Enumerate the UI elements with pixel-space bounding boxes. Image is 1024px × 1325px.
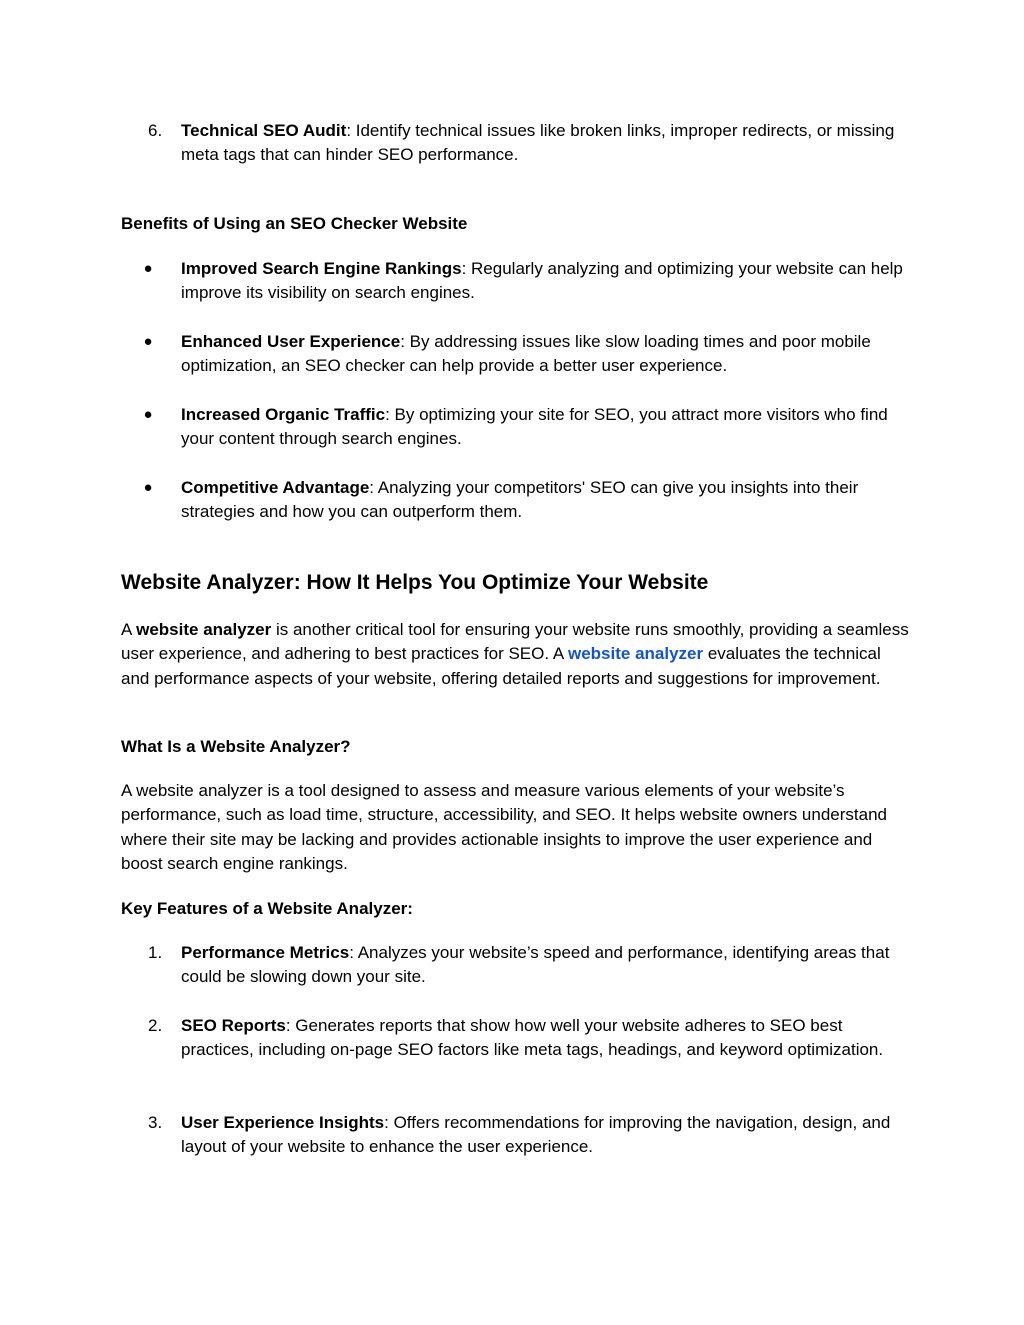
- what-is-heading: What Is a Website Analyzer?: [121, 737, 351, 756]
- list-number: 1.: [148, 943, 163, 962]
- list-item-text: [181, 1014, 911, 1063]
- intro-suffix: evaluates the technical and performance aspects of your website, offering detailed reports and suggestions for improvement.: [121, 644, 881, 688]
- bullet-icon: ●: [143, 406, 153, 423]
- list-item-description: : By optimizing your site for SEO, you attract more visitors who find your content through search engines.: [181, 405, 888, 449]
- list-item-text: [181, 1111, 911, 1160]
- list-number: 3.: [148, 1113, 163, 1132]
- list-item-term: Technical SEO Audit: [181, 121, 347, 140]
- list-item-text: [181, 941, 911, 990]
- list-item-term: SEO Reports: [181, 1016, 286, 1035]
- section-heading: Website Analyzer: How It Helps You Optimize Your Website: [121, 571, 709, 594]
- list-item-term: Competitive Advantage: [181, 478, 370, 497]
- list-number: 2.: [148, 1016, 163, 1035]
- list-item-term: Performance Metrics: [181, 943, 350, 962]
- list-item-description: : Generates reports that show how well your website adheres to SEO best practices, including on-page SEO factors like meta tags, headings, and keyword optimization.: [181, 1016, 884, 1060]
- list-item-description: : Analyzes your website’s speed and performance, identifying areas that could be slowing down your site.: [181, 943, 890, 987]
- list-item-description: : Regularly analyzing and optimizing your website can help improve its visibility on search engines.: [181, 259, 903, 303]
- list-item-term: Improved Search Engine Rankings: [181, 259, 462, 278]
- what-is-paragraph: A website analyzer is a tool designed to assess and measure various elements of your website’s performance, such as load time, structure, accessibility, and SEO. It helps website owners understand where their site may be lacking and provides actionable insights to improve the user experience and boost search engine rankings.: [121, 781, 887, 874]
- intro-term: website analyzer: [136, 620, 272, 639]
- bullet-icon: ●: [143, 333, 153, 350]
- list-item-term: Increased Organic Traffic: [181, 405, 386, 424]
- benefits-heading: Benefits of Using an SEO Checker Website: [121, 214, 468, 233]
- bullet-icon: ●: [143, 479, 153, 496]
- list-item-term: Enhanced User Experience: [181, 332, 401, 351]
- intro-middle: is another critical tool for ensuring your website runs smoothly, providing a seamless user experience, and adhering to best practices for SEO. A: [121, 620, 909, 664]
- list-item-description: : Offers recommendations for improving the navigation, design, and layout of your website to enhance the user experience.: [181, 1113, 891, 1157]
- features-heading: Key Features of a Website Analyzer:: [121, 899, 413, 918]
- list-item-description: : Analyzing your competitors' SEO can give you insights into their strategies and how you can outperform them.: [181, 478, 859, 522]
- intro-paragraph: [121, 618, 911, 691]
- list-item-text: [181, 476, 911, 525]
- intro-prefix: A: [121, 620, 137, 639]
- list-item-term: User Experience Insights: [181, 1113, 385, 1132]
- list-item-description: : Identify technical issues like broken links, improper redirects, or missing meta tags that can hinder SEO performance.: [181, 121, 895, 165]
- list-item-text: [181, 119, 911, 168]
- list-item-text: [181, 403, 911, 452]
- list-item-description: : By addressing issues like slow loading times and poor mobile optimization, an SEO checker can help provide a better user experience.: [181, 332, 871, 376]
- website-analyzer-link[interactable]: website analyzer: [567, 644, 704, 664]
- list-item-text: [181, 330, 911, 379]
- list-item-text: [181, 257, 911, 306]
- bullet-icon: ●: [143, 260, 153, 277]
- list-number: 6.: [148, 121, 163, 140]
